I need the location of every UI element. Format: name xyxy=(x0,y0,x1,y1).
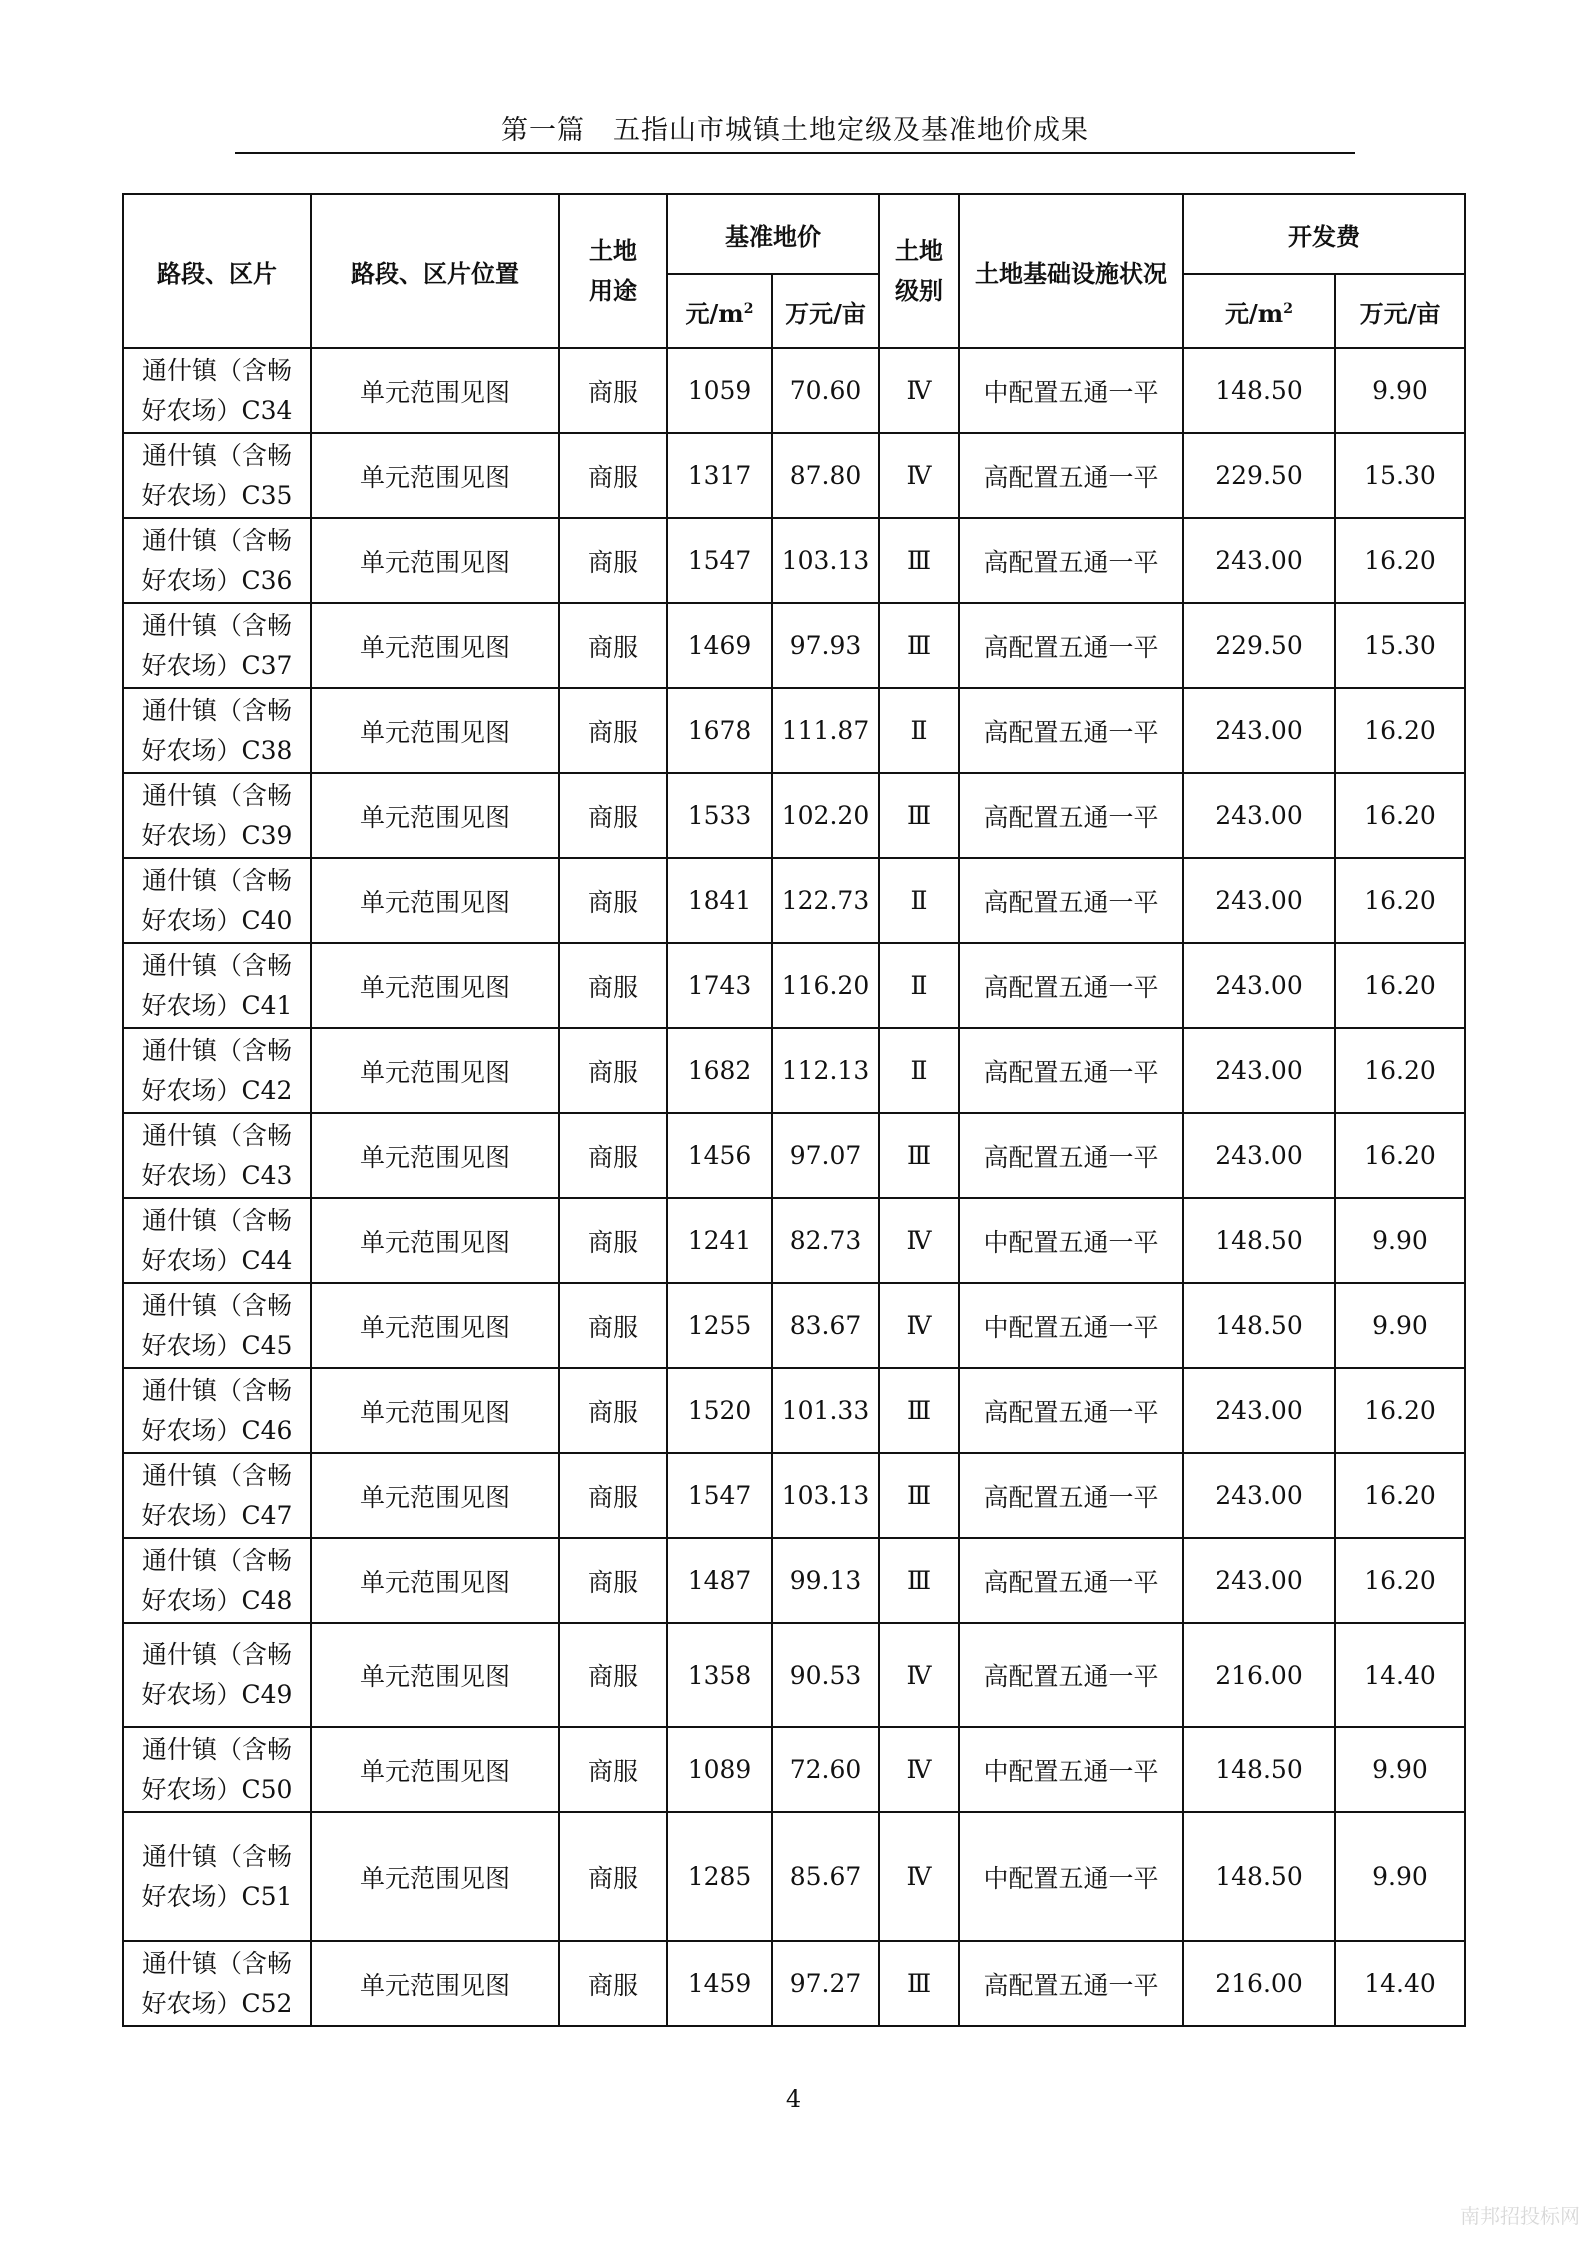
cell-price-yuan: 1520 xyxy=(667,1368,772,1453)
cell-name xyxy=(123,1941,311,2026)
table-row xyxy=(123,1453,1465,1538)
cell-price-wan: 103.13 xyxy=(772,518,879,603)
cell-price-yuan: 1682 xyxy=(667,1028,772,1113)
cell-grade: Ⅳ xyxy=(879,1623,959,1727)
cell-location: 单元范围见图 xyxy=(311,858,559,943)
table-row xyxy=(123,943,1465,1028)
cell-location: 单元范围见图 xyxy=(311,1727,559,1812)
cell-infra: 高配置五通一平 xyxy=(959,1113,1183,1198)
cell-grade: Ⅲ xyxy=(879,773,959,858)
cell-name-line2: 好农场）C47 xyxy=(141,1500,293,1530)
cell-name xyxy=(123,1812,311,1941)
cell-grade: Ⅱ xyxy=(879,1028,959,1113)
col-dev-fee-wan: 万元/亩 xyxy=(1335,274,1465,348)
cell-fee-wan: 15.30 xyxy=(1335,603,1465,688)
cell-use: 商服 xyxy=(559,603,667,688)
cell-name-line2: 好农场）C52 xyxy=(141,1988,293,2018)
cell-location: 单元范围见图 xyxy=(311,1113,559,1198)
cell-name xyxy=(123,1113,311,1198)
cell-price-yuan: 1285 xyxy=(667,1812,772,1941)
cell-price-wan: 97.93 xyxy=(772,603,879,688)
cell-name xyxy=(123,603,311,688)
cell-name xyxy=(123,518,311,603)
cell-price-wan: 99.13 xyxy=(772,1538,879,1623)
table-row xyxy=(123,348,1465,433)
col-location: 路段、区片位置 xyxy=(311,194,559,348)
cell-name xyxy=(123,1198,311,1283)
cell-infra: 高配置五通一平 xyxy=(959,688,1183,773)
cell-grade: Ⅱ xyxy=(879,688,959,773)
cell-grade: Ⅲ xyxy=(879,1113,959,1198)
cell-grade: Ⅲ xyxy=(879,1368,959,1453)
cell-name xyxy=(123,943,311,1028)
cell-price-yuan: 1456 xyxy=(667,1113,772,1198)
cell-fee-yuan: 229.50 xyxy=(1183,603,1335,688)
cell-fee-yuan: 148.50 xyxy=(1183,1198,1335,1283)
col-base-price: 基准地价 xyxy=(667,194,879,274)
col-infrastructure: 土地基础设施状况 xyxy=(959,194,1183,348)
cell-price-wan: 102.20 xyxy=(772,773,879,858)
cell-price-wan: 72.60 xyxy=(772,1727,879,1812)
cell-use: 商服 xyxy=(559,1198,667,1283)
cell-fee-wan: 9.90 xyxy=(1335,1727,1465,1812)
col-dev-fee: 开发费 xyxy=(1183,194,1465,274)
cell-fee-wan: 9.90 xyxy=(1335,1198,1465,1283)
cell-name-line1: 通什镇（含畅 xyxy=(141,1734,292,1764)
cell-location: 单元范围见图 xyxy=(311,1198,559,1283)
cell-price-wan: 82.73 xyxy=(772,1198,879,1283)
cell-use: 商服 xyxy=(559,688,667,773)
cell-price-yuan: 1487 xyxy=(667,1538,772,1623)
cell-infra: 中配置五通一平 xyxy=(959,1198,1183,1283)
table-row xyxy=(123,603,1465,688)
cell-name xyxy=(123,1623,311,1727)
cell-infra: 高配置五通一平 xyxy=(959,858,1183,943)
cell-fee-yuan: 243.00 xyxy=(1183,943,1335,1028)
cell-use: 商服 xyxy=(559,1368,667,1453)
cell-fee-wan: 16.20 xyxy=(1335,773,1465,858)
cell-grade: Ⅳ xyxy=(879,1727,959,1812)
page-header-title: 第一篇 五指山市城镇土地定级及基准地价成果 xyxy=(501,115,1089,146)
cell-infra: 高配置五通一平 xyxy=(959,1368,1183,1453)
cell-location: 单元范围见图 xyxy=(311,1538,559,1623)
cell-infra: 高配置五通一平 xyxy=(959,518,1183,603)
table-row xyxy=(123,858,1465,943)
col-land-grade xyxy=(879,194,959,348)
cell-price-yuan: 1317 xyxy=(667,433,772,518)
cell-infra: 高配置五通一平 xyxy=(959,603,1183,688)
col-base-price-yuan xyxy=(667,274,772,348)
cell-name-line2: 好农场）C38 xyxy=(141,735,293,765)
cell-name xyxy=(123,1028,311,1113)
cell-use: 商服 xyxy=(559,348,667,433)
table-row xyxy=(123,1113,1465,1198)
cell-grade: Ⅳ xyxy=(879,1812,959,1941)
cell-infra: 中配置五通一平 xyxy=(959,1283,1183,1368)
cell-price-wan: 111.87 xyxy=(772,688,879,773)
cell-location: 单元范围见图 xyxy=(311,348,559,433)
cell-name-line1: 通什镇（含畅 xyxy=(141,355,292,385)
header-row-1 xyxy=(123,194,1465,274)
cell-price-wan: 90.53 xyxy=(772,1623,879,1727)
cell-price-yuan: 1841 xyxy=(667,858,772,943)
cell-use: 商服 xyxy=(559,1623,667,1727)
cell-name xyxy=(123,1727,311,1812)
cell-location: 单元范围见图 xyxy=(311,518,559,603)
table-row xyxy=(123,773,1465,858)
cell-name-line1: 通什镇（含畅 xyxy=(141,1290,292,1320)
cell-use: 商服 xyxy=(559,433,667,518)
cell-price-wan: 101.33 xyxy=(772,1368,879,1453)
cell-name-line1: 通什镇（含畅 xyxy=(141,1375,292,1405)
cell-infra: 中配置五通一平 xyxy=(959,348,1183,433)
cell-name-line1: 通什镇（含畅 xyxy=(141,950,292,980)
cell-price-wan: 122.73 xyxy=(772,858,879,943)
cell-price-wan: 112.13 xyxy=(772,1028,879,1113)
cell-grade: Ⅱ xyxy=(879,858,959,943)
table-row xyxy=(123,1623,1465,1727)
cell-location: 单元范围见图 xyxy=(311,1283,559,1368)
cell-name-line1: 通什镇（含畅 xyxy=(141,610,292,640)
table-row xyxy=(123,688,1465,773)
col-dev-fee-yuan-label: 元/m xyxy=(1225,298,1284,328)
cell-location: 单元范围见图 xyxy=(311,773,559,858)
cell-name-line2: 好农场）C40 xyxy=(141,905,293,935)
cell-name-line2: 好农场）C48 xyxy=(141,1585,293,1615)
table-row xyxy=(123,1941,1465,2026)
cell-fee-wan: 16.20 xyxy=(1335,518,1465,603)
cell-name-line1: 通什镇（含畅 xyxy=(141,440,292,470)
cell-fee-yuan: 148.50 xyxy=(1183,1727,1335,1812)
cell-fee-yuan: 243.00 xyxy=(1183,1453,1335,1538)
sq-superscript: 2 xyxy=(1283,300,1293,317)
cell-name-line2: 好农场）C51 xyxy=(141,1881,293,1911)
cell-infra: 高配置五通一平 xyxy=(959,433,1183,518)
col-dev-fee-yuan xyxy=(1183,274,1335,348)
cell-fee-yuan: 216.00 xyxy=(1183,1623,1335,1727)
cell-fee-yuan: 148.50 xyxy=(1183,348,1335,433)
cell-location: 单元范围见图 xyxy=(311,1941,559,2026)
cell-name-line1: 通什镇（含畅 xyxy=(141,1205,292,1235)
cell-name-line2: 好农场）C37 xyxy=(141,650,293,680)
cell-infra: 高配置五通一平 xyxy=(959,1028,1183,1113)
cell-fee-yuan: 243.00 xyxy=(1183,1538,1335,1623)
cell-name xyxy=(123,433,311,518)
col-land-use-label: 土地用途 xyxy=(588,236,637,305)
cell-infra: 中配置五通一平 xyxy=(959,1812,1183,1941)
cell-name-line1: 通什镇（含畅 xyxy=(141,695,292,725)
cell-fee-wan: 16.20 xyxy=(1335,1368,1465,1453)
cell-fee-yuan: 243.00 xyxy=(1183,1368,1335,1453)
watermark: 南邦招投标网 xyxy=(1460,2204,1580,2228)
cell-fee-wan: 16.20 xyxy=(1335,1113,1465,1198)
cell-name xyxy=(123,1453,311,1538)
cell-price-yuan: 1255 xyxy=(667,1283,772,1368)
cell-name-line1: 通什镇（含畅 xyxy=(141,1640,292,1669)
table-row xyxy=(123,433,1465,518)
cell-fee-wan: 16.20 xyxy=(1335,1453,1465,1538)
cell-name-line1: 通什镇（含畅 xyxy=(141,1035,292,1065)
cell-use: 商服 xyxy=(559,1113,667,1198)
cell-grade: Ⅲ xyxy=(879,1538,959,1623)
cell-grade: Ⅳ xyxy=(879,348,959,433)
table-row xyxy=(123,1283,1465,1368)
cell-location: 单元范围见图 xyxy=(311,433,559,518)
col-road-section: 路段、区片 xyxy=(123,194,311,348)
cell-infra: 高配置五通一平 xyxy=(959,1538,1183,1623)
cell-infra: 中配置五通一平 xyxy=(959,1727,1183,1812)
cell-name xyxy=(123,858,311,943)
cell-fee-yuan: 243.00 xyxy=(1183,688,1335,773)
cell-name-line2: 好农场）C39 xyxy=(141,820,293,850)
cell-name-line1: 通什镇（含畅 xyxy=(141,1948,292,1978)
cell-price-yuan: 1089 xyxy=(667,1727,772,1812)
cell-price-yuan: 1547 xyxy=(667,518,772,603)
cell-use: 商服 xyxy=(559,1538,667,1623)
cell-price-yuan: 1533 xyxy=(667,773,772,858)
cell-fee-wan: 16.20 xyxy=(1335,1028,1465,1113)
cell-location: 单元范围见图 xyxy=(311,943,559,1028)
cell-fee-wan: 15.30 xyxy=(1335,433,1465,518)
cell-location: 单元范围见图 xyxy=(311,1028,559,1113)
cell-grade: Ⅲ xyxy=(879,603,959,688)
cell-price-yuan: 1241 xyxy=(667,1198,772,1283)
cell-name xyxy=(123,1368,311,1453)
cell-infra: 高配置五通一平 xyxy=(959,773,1183,858)
cell-fee-wan: 16.20 xyxy=(1335,1538,1465,1623)
cell-name-line2: 好农场）C50 xyxy=(141,1774,293,1804)
cell-grade: Ⅲ xyxy=(879,518,959,603)
cell-fee-wan: 9.90 xyxy=(1335,348,1465,433)
cell-fee-yuan: 243.00 xyxy=(1183,518,1335,603)
cell-grade: Ⅳ xyxy=(879,433,959,518)
cell-name-line1: 通什镇（含畅 xyxy=(141,1460,292,1490)
table-row xyxy=(123,1538,1465,1623)
cell-name-line1: 通什镇（含畅 xyxy=(141,1545,292,1575)
cell-fee-yuan: 243.00 xyxy=(1183,773,1335,858)
cell-use: 商服 xyxy=(559,1727,667,1812)
cell-name-line2: 好农场）C44 xyxy=(141,1245,293,1275)
cell-name xyxy=(123,1538,311,1623)
cell-fee-wan: 14.40 xyxy=(1335,1623,1465,1727)
table-row xyxy=(123,518,1465,603)
cell-use: 商服 xyxy=(559,1028,667,1113)
cell-price-wan: 87.80 xyxy=(772,433,879,518)
table-body xyxy=(123,348,1465,2026)
cell-name xyxy=(123,688,311,773)
cell-name-line2: 好农场）C49 xyxy=(141,1680,293,1709)
cell-price-yuan: 1743 xyxy=(667,943,772,1028)
cell-name-line1: 通什镇（含畅 xyxy=(141,780,292,810)
cell-price-yuan: 1059 xyxy=(667,348,772,433)
cell-use: 商服 xyxy=(559,858,667,943)
cell-fee-wan: 16.20 xyxy=(1335,943,1465,1028)
cell-location: 单元范围见图 xyxy=(311,1368,559,1453)
page-number: 4 xyxy=(785,2085,802,2113)
cell-fee-yuan: 216.00 xyxy=(1183,1941,1335,2026)
cell-name-line1: 通什镇（含畅 xyxy=(141,1120,292,1150)
cell-infra: 高配置五通一平 xyxy=(959,1453,1183,1538)
cell-use: 商服 xyxy=(559,943,667,1028)
cell-infra: 高配置五通一平 xyxy=(959,1941,1183,2026)
cell-price-yuan: 1469 xyxy=(667,603,772,688)
cell-name-line2: 好农场）C42 xyxy=(141,1075,293,1105)
cell-grade: Ⅳ xyxy=(879,1283,959,1368)
cell-name-line1: 通什镇（含畅 xyxy=(141,525,292,555)
table-row xyxy=(123,1727,1465,1812)
cell-price-wan: 116.20 xyxy=(772,943,879,1028)
cell-grade: Ⅲ xyxy=(879,1941,959,2026)
cell-name-line2: 好农场）C34 xyxy=(141,395,293,425)
cell-fee-wan: 16.20 xyxy=(1335,858,1465,943)
cell-fee-yuan: 229.50 xyxy=(1183,433,1335,518)
cell-fee-wan: 16.20 xyxy=(1335,688,1465,773)
cell-location: 单元范围见图 xyxy=(311,1453,559,1538)
table-row xyxy=(123,1368,1465,1453)
cell-price-yuan: 1459 xyxy=(667,1941,772,2026)
cell-name xyxy=(123,348,311,433)
cell-price-yuan: 1678 xyxy=(667,688,772,773)
cell-fee-yuan: 243.00 xyxy=(1183,1028,1335,1113)
cell-name-line1: 通什镇（含畅 xyxy=(141,1841,292,1871)
land-price-table xyxy=(122,193,1466,2027)
cell-use: 商服 xyxy=(559,1283,667,1368)
cell-price-wan: 85.67 xyxy=(772,1812,879,1941)
cell-location: 单元范围见图 xyxy=(311,1812,559,1941)
cell-fee-yuan: 148.50 xyxy=(1183,1812,1335,1941)
header-rule xyxy=(235,152,1355,154)
col-base-price-yuan-label: 元/m xyxy=(685,298,744,328)
cell-use: 商服 xyxy=(559,1941,667,2026)
cell-use: 商服 xyxy=(559,1453,667,1538)
cell-use: 商服 xyxy=(559,518,667,603)
cell-price-yuan: 1358 xyxy=(667,1623,772,1727)
cell-price-yuan: 1547 xyxy=(667,1453,772,1538)
col-land-grade-label: 土地级别 xyxy=(894,236,943,305)
cell-name-line2: 好农场）C43 xyxy=(141,1160,293,1190)
cell-grade: Ⅱ xyxy=(879,943,959,1028)
cell-fee-yuan: 148.50 xyxy=(1183,1283,1335,1368)
cell-grade: Ⅲ xyxy=(879,1453,959,1538)
cell-use: 商服 xyxy=(559,773,667,858)
cell-price-wan: 103.13 xyxy=(772,1453,879,1538)
cell-name-line2: 好农场）C46 xyxy=(141,1415,293,1445)
cell-fee-wan: 14.40 xyxy=(1335,1941,1465,2026)
sq-superscript: 2 xyxy=(743,300,754,317)
cell-name-line1: 通什镇（含畅 xyxy=(141,865,292,895)
col-land-use xyxy=(559,194,667,348)
cell-fee-yuan: 243.00 xyxy=(1183,858,1335,943)
cell-name xyxy=(123,1283,311,1368)
table-row xyxy=(123,1812,1465,1941)
cell-use: 商服 xyxy=(559,1812,667,1941)
cell-name xyxy=(123,773,311,858)
cell-fee-yuan: 243.00 xyxy=(1183,1113,1335,1198)
table-row xyxy=(123,1028,1465,1113)
table-row xyxy=(123,1198,1465,1283)
cell-location: 单元范围见图 xyxy=(311,1623,559,1727)
cell-price-wan: 83.67 xyxy=(772,1283,879,1368)
cell-fee-wan: 9.90 xyxy=(1335,1812,1465,1941)
cell-price-wan: 97.27 xyxy=(772,1941,879,2026)
cell-name-line2: 好农场）C45 xyxy=(141,1330,293,1360)
cell-infra: 高配置五通一平 xyxy=(959,1623,1183,1727)
cell-price-wan: 70.60 xyxy=(772,348,879,433)
cell-name-line2: 好农场）C36 xyxy=(141,565,293,595)
cell-name-line2: 好农场）C41 xyxy=(141,990,293,1020)
col-base-price-wan: 万元/亩 xyxy=(772,274,879,348)
cell-fee-wan: 9.90 xyxy=(1335,1283,1465,1368)
cell-grade: Ⅳ xyxy=(879,1198,959,1283)
cell-location: 单元范围见图 xyxy=(311,688,559,773)
cell-price-wan: 97.07 xyxy=(772,1113,879,1198)
cell-name-line2: 好农场）C35 xyxy=(141,480,293,510)
cell-infra: 高配置五通一平 xyxy=(959,943,1183,1028)
cell-location: 单元范围见图 xyxy=(311,603,559,688)
